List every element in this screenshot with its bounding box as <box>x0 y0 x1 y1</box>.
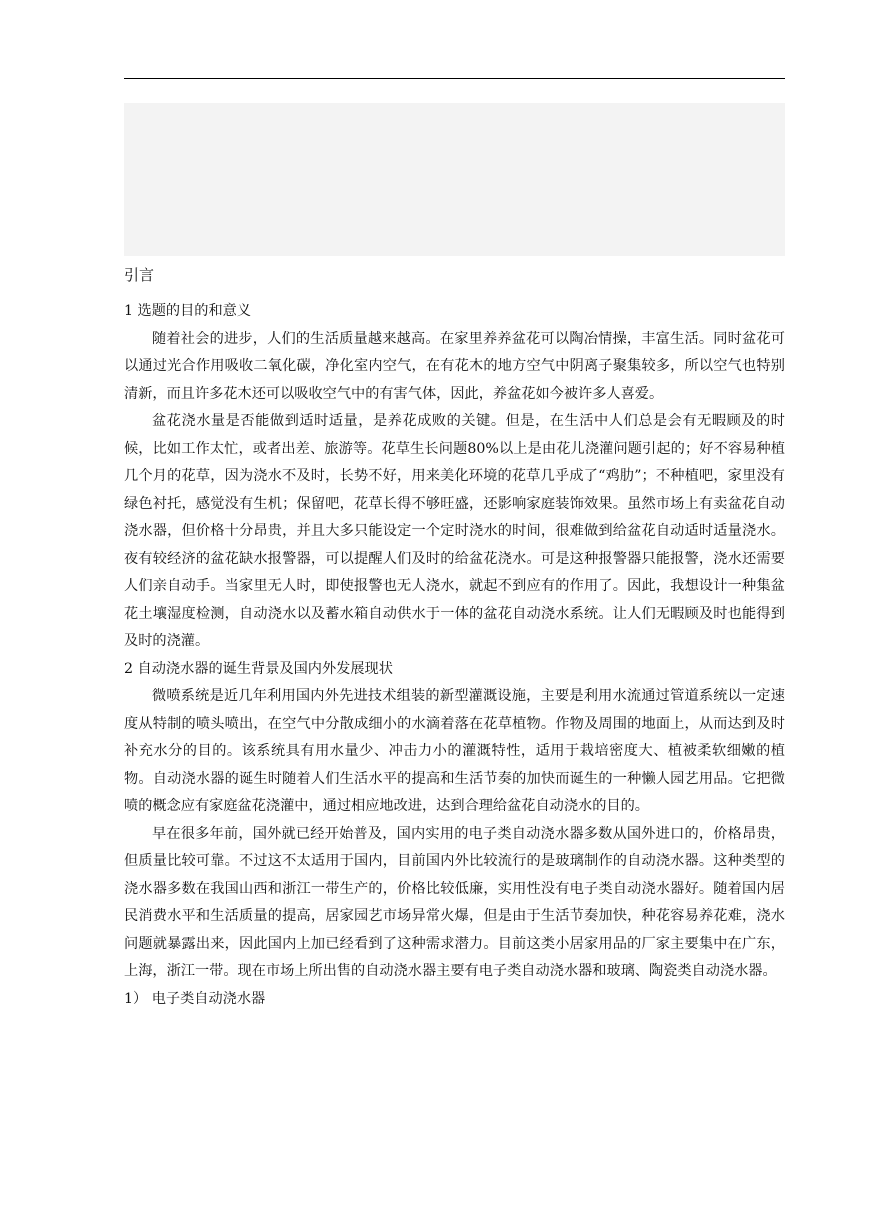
paragraph-2: 盆花浇水量是否能做到适时适量，是养花成败的关键。但是，在生活中人们总是会有无暇顾及的时候，比如工作太忙，或者出差、旅游等。花草生长问题80%以上是由花儿浇灌问题引起的；好不容易种植几个月的花草，因为浇水不及时，长势不好，用来美化环境的花草几乎成了“鸡肋”；不种植吧，家里没有绿色衬托，感觉没有生机；保留吧，花草长得不够旺盛，还影响家庭装饰效果。虽然市场上有卖盆花自动浇水器，但价格十分昂贵，并且大多只能设定一个定时浇水的时间，很难做到给盆花自动适时适量浇水。夜有较经济的盆花缺水报警器，可以提醒人们及时的给盆花浇水。可是这种报警器只能报警，浇水还需要人们亲自动手。当家里无人时，即使报警也无人浇水，就起不到应有的作用了。因此，我想设计一种集盆花土壤湿度检测，自动浇水以及蓄水箱自动供水于一体的盆花自动浇水系统。让人们无暇顾及时也能得到及时的浇灌。 <box>124 413 785 649</box>
paragraph-3: 微喷系统是近几年利用国内外先进技术组装的新型灌溉设施，主要是利用水流通过管道系统以一定速度从特制的喷头喷出，在空气中分散成细小的水滴着落在花草植物。作物及周围的地面上，从而达到及时补充水分的目的。该系统具有用水量少、冲击力小的灌溉特性，适用于栽培密度大、植被柔软细嫩的植物。自动浇水器的诞生时随着人们生活水平的提高和生活节奏的加快而诞生的一种懒人园艺用品。它把微喷的概念应有家庭盆花浇灌中，通过相应地改进，达到合理给盆花自动浇水的目的。 <box>124 688 785 814</box>
paragraph-1: 随着社会的进步，人们的生活质量越来越高。在家里养养盆花可以陶冶情操，丰富生活。同时盆花可以通过光合作用吸收二氧化碳，净化室内空气，在有花木的地方空气中阴离子聚集较多，所以空气也特别清新，而且许多花木还可以吸收空气中的有害气体，因此，养盆花如今被许多人喜爱。 <box>124 330 785 402</box>
header-rule <box>124 78 785 79</box>
heading-electronic: 1） 电子类自动浇水器 <box>124 990 266 1007</box>
paragraph-4: 早在很多年前，国外就已经开始普及，国内实用的电子类自动浇水器多数从国外进口的，价格昂贵，但质量比较可靠。不过这不太适用于国内，目前国内外比较流行的是玻璃制作的自动浇水器。这种类型的浇水器多数在我国山西和浙江一带生产的，价格比较低廉，实用性没有电子类自动浇水器好。随着国内居民消费水平和生活质量的提高，居家园艺市场异常火爆，但是由于生活节奏加快，种花容易养花难，浇水问题就暴露出来，因此国内上加已经看到了这种需求潜力。目前这类小居家用品的厂家主要集中在广东，上海，浙江一带。现在市场上所出售的自动浇水器主要有电子类自动浇水器和玻璃、陶瓷类自动浇水器。 <box>124 825 785 979</box>
heading-purpose: 1 选题的目的和意义 <box>124 303 252 319</box>
section-title: 引言 <box>124 266 155 284</box>
document-body <box>124 258 785 1013</box>
heading-background: 2 自动浇水器的诞生背景及国内外发展现状 <box>124 660 393 677</box>
blank-figure-area <box>124 103 785 256</box>
